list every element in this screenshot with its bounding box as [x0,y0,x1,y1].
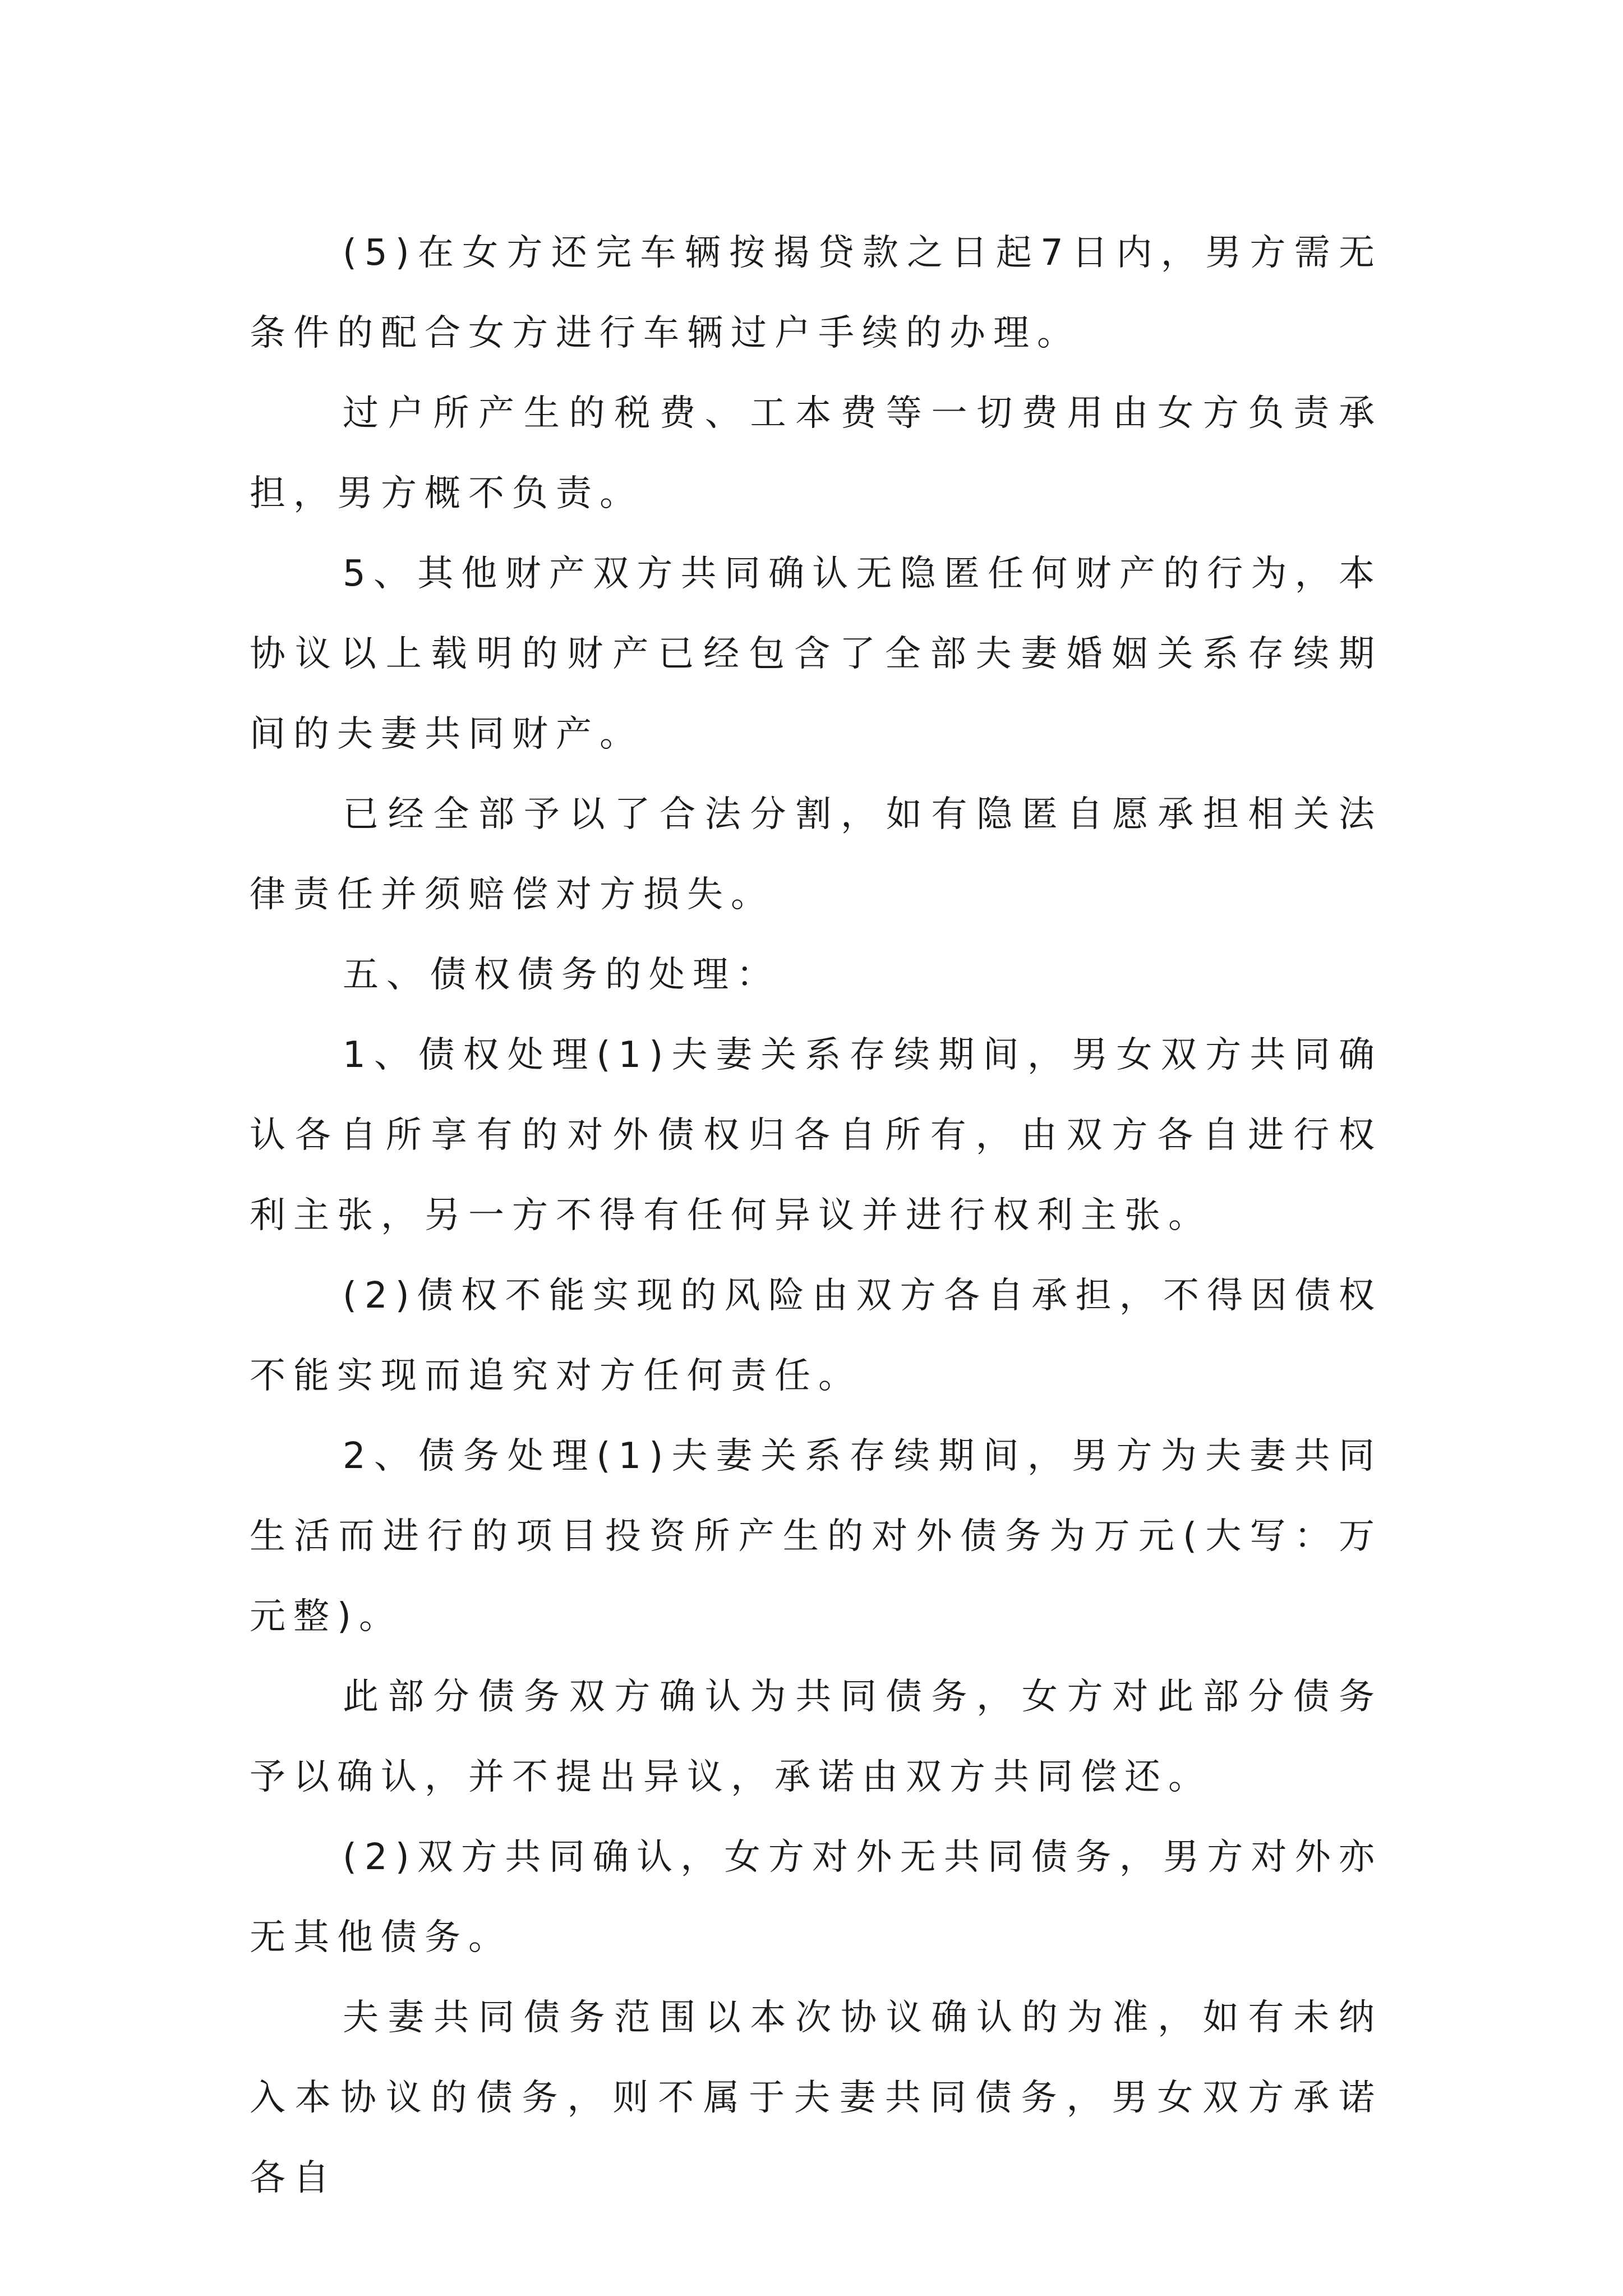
paragraph-joint-debt-confirmation: 此部分债务双方确认为共同债务，女方对此部分债务予以确认，并不提出异议，承诺由双方共同偿还。 [250,1676,1382,1798]
section-heading-debts: 五、债权债务的处理： [343,954,780,996]
paragraph-claims-risk: (2)债权不能实现的风险由双方各自承担，不得因债权不能实现而追究对方任何责任。 [250,1275,1382,1397]
paragraph-other-property: 5、其他财产双方共同确认无隐匿任何财产的行为，本协议以上载明的财产已经包含了全部夫妻婚姻关系存续期间的夫妻共同财产。 [250,553,1382,755]
paragraph-vehicle-transfer: (5)在女方还完车辆按揭贷款之日起7日内，男方需无条件的配合女方进行车辆过户手续的办理。 [250,232,1382,354]
paragraph-property-division: 已经全部予以了合法分割，如有隐匿自愿承担相关法律责任并须赔偿对方损失。 [250,794,1382,915]
paragraph-claims-handling: 1、债权处理(1)夫妻关系存续期间，男女双方共同确认各自所享有的对外债权归各自所有，由双方各自进行权利主张，另一方不得有任何异议并进行权利主张。 [250,1034,1382,1236]
paragraph-no-other-debts: (2)双方共同确认，女方对外无共同债务，男方对外亦无其他债务。 [250,1837,1382,1958]
paragraph-debt-handling: 2、债务处理(1)夫妻关系存续期间，男方为夫妻共同生活而进行的项目投资所产生的对外债务为万元(大写：万元整)。 [250,1435,1382,1637]
paragraph-debt-scope: 夫妻共同债务范围以本次协议确认的为准，如有未纳入本协议的债务，则不属于夫妻共同债务，男女双方承诺各自 [250,1997,1382,2199]
paragraph-transfer-fees: 过户所产生的税费、工本费等一切费用由女方负责承担，男方概不负责。 [250,393,1382,514]
document-body [250,213,1382,2219]
